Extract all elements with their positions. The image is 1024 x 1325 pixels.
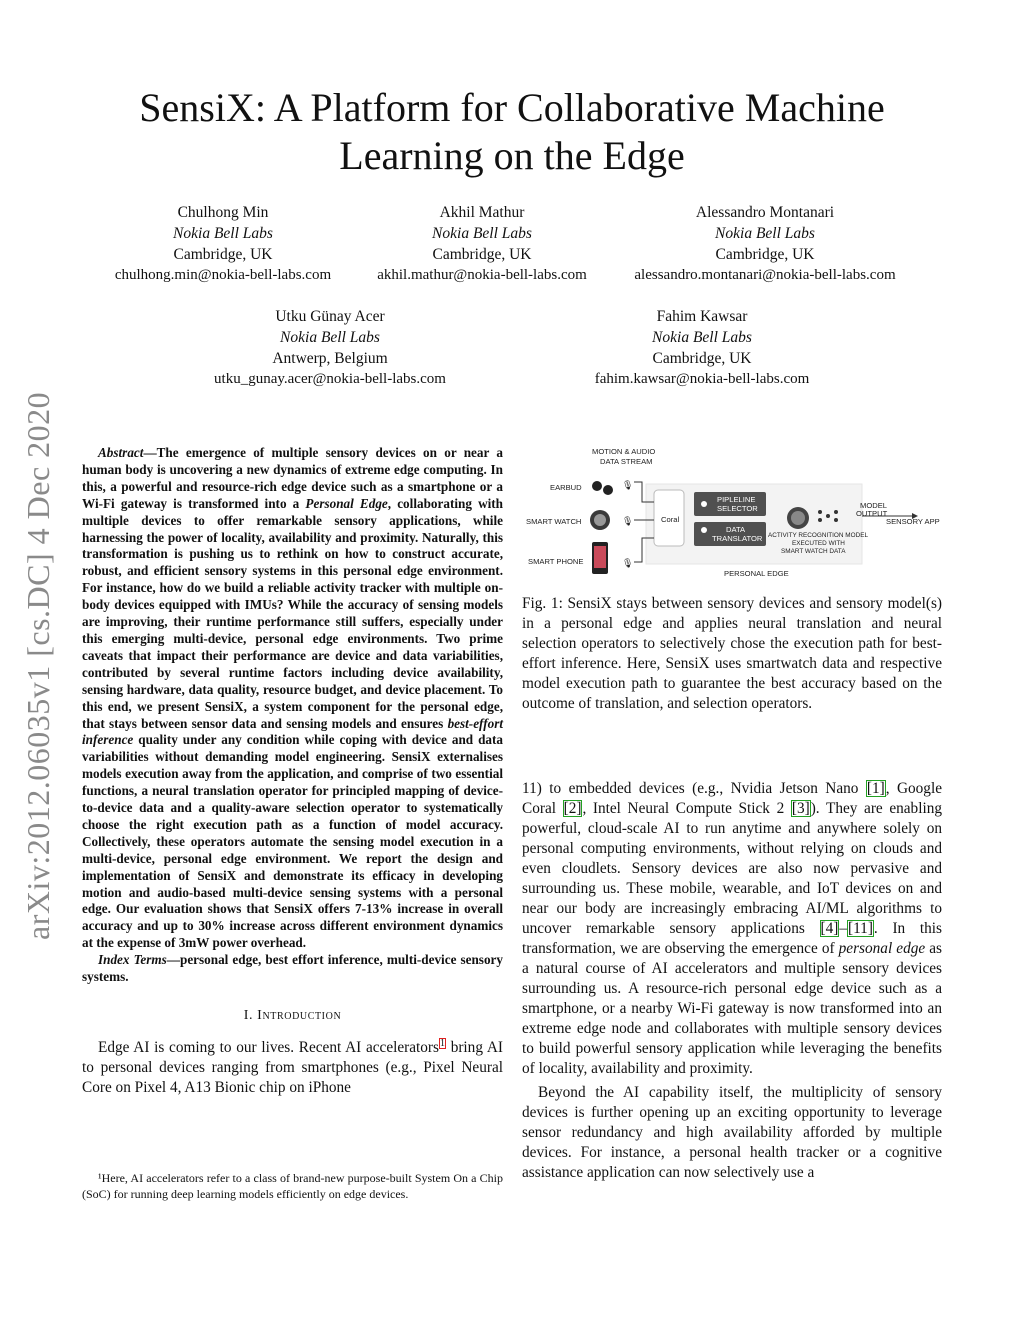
arxiv-identifier: arXiv:2012.06035v1 [cs.DC] 4 Dec 2020 <box>20 391 56 940</box>
citation-link[interactable]: [3] <box>791 800 810 817</box>
author-email: chulhong.min@nokia-bell-labs.com <box>114 267 332 283</box>
author-block <box>612 202 918 286</box>
footnote: ¹Here, AI accelerators refer to a class of brand-new purpose-built System On a Chip (SoC) for running deep learning models efficiently on edge devices. <box>82 1171 503 1201</box>
activity-label: SMART WATCH DATA <box>781 548 846 555</box>
mic-icon: 🎙 <box>622 516 634 526</box>
body-paragraph <box>522 779 942 1079</box>
abstract-emphasis: Personal Edge <box>305 495 388 511</box>
author-location: Cambridge, UK <box>715 246 815 263</box>
author-affiliation: Nokia Bell Labs <box>715 225 815 242</box>
mic-icon: 🎙 <box>622 480 634 490</box>
mic-icon: 🎙 <box>622 558 634 568</box>
author-name: Chulhong Min <box>177 204 269 221</box>
author-email: alessandro.montanari@nokia-bell-labs.com <box>634 267 896 283</box>
stream-label: DATA STREAM <box>600 457 653 466</box>
gear-icon <box>701 527 707 533</box>
earbud-label: EARBUD <box>550 483 582 492</box>
earbud-icon <box>592 481 602 491</box>
index-terms-text: —personal edge, best effort inference, multi-device sensory systems. <box>82 952 503 985</box>
body-paragraph: Beyond the AI capability itself, the multiplicity of sensory devices is further opening up an exciting opportunity to leverage sensor redundancy and high availability afforded by multiple devices. For instance, a personal health tracker or a cognitive assistance application can now selectively use a <box>522 1084 942 1181</box>
author-block <box>572 306 832 390</box>
stream-label: MOTION & AUDIO <box>592 447 656 456</box>
body-emphasis: personal edge <box>838 940 926 957</box>
citation-link[interactable]: [4] <box>820 920 839 937</box>
author-name: Utku Günay Acer <box>275 308 385 325</box>
intro-text: Edge AI is coming to our lives. Recent AI accelerators <box>98 1039 439 1057</box>
neural-node-icon <box>826 514 830 518</box>
paper-title: SensiX: A Platform for Collaborative Machine Learning on the Edge <box>139 85 885 178</box>
author-affiliation: Nokia Bell Labs <box>432 225 532 242</box>
author-location: Cambridge, UK <box>432 246 532 263</box>
model-output-label: OUTPUT <box>856 509 888 518</box>
pipeline-selector-label: SELECTOR <box>717 504 758 513</box>
author-email: utku_gunay.acer@nokia-bell-labs.com <box>214 371 446 387</box>
smartwatch-label: SMART WATCH <box>526 517 582 526</box>
author-email: akhil.mathur@nokia-bell-labs.com <box>377 267 587 283</box>
model-output-label: MODEL <box>860 501 888 510</box>
abstract-label: Abstract <box>98 445 144 460</box>
figure-diagram <box>522 442 942 590</box>
author-name: Alessandro Montanari <box>695 204 835 221</box>
data-translator-label: DATA <box>726 525 746 534</box>
body-text: as a natural course of AI accelerators and multiple sensory devices surrounding us. A resource-rich personal edge device such as a smartphone, or a nearby Wi-Fi gateway is now transformed into an extreme edge node and collaborates with multiple sensory devices to build powerful sensory application while leveraging the benefits of locality, availability and proximity. <box>522 940 942 1077</box>
intro-text: bring AI to personal devices ranging from smartphones (e.g., Pixel Neural Core on Pixel 4, A13 Bionic chip on iPhone <box>82 1039 503 1097</box>
sensory-app-label: SENSORY APP <box>886 517 940 526</box>
earbud-icon <box>603 485 613 495</box>
body-text: ). They are enabling powerful, cloud-scale AI to run anytime and anywhere solely on personal computing environments, without relying on clouds and even cloudlets. Sensory devices are also now pervasive and surrounding us. These mobile, wearable, and IoT devices on and near our body are increasingly embracing AI/ML algorithms to uncover remarkable sensory applications <box>522 800 942 937</box>
smartphone-label: SMART PHONE <box>528 557 584 566</box>
author-name: Fahim Kawsar <box>656 308 748 325</box>
abstract-text: quality under any condition while coping with device and data variabilities without demanding model engineering. SensiX externalises models execution away from the application, and comprise of two essential functions, a neural translation operator for principled mapping of device-to-device data and a quality-aware selection operator to systematically choose the right execution path as a function of model accuracy. Collectively, these operators automate the sensing model execution in a multi-device, personal edge environment. We report the design and implementation of SensiX and demonstrate its efficacy in developing motion and audio-based multi-device sensing systems with a personal edge. Our evaluation shows that SensiX offers 7-13% increase in overall accuracy and up to 30% increase across different environment dynamics at the expense of 3mW power overhead. <box>82 732 503 951</box>
figure-caption: Fig. 1: SensiX stays between sensory devices and sensory model(s) in a personal edge and applies neural translation and neural selection operators to selectively chose the execution path for best-effort inference. Here, SensiX uses smartwatch data and respective model execution path to guarantee the best accuracy based on the outcome of translation, and selection operators. <box>522 595 942 712</box>
citation-link[interactable]: [2] <box>563 800 582 817</box>
pipeline-selector-label: PIPLELINE <box>717 495 756 504</box>
index-terms <box>82 952 503 986</box>
personal-edge-label: PERSONAL EDGE <box>724 569 789 578</box>
author-affiliation: Nokia Bell Labs <box>173 225 273 242</box>
abstract-text: , collaborating with multiple devices to offer remarkable sensory applications, while harnessing the power of locality, availability and proximity. Naturally, this transformation is pushing us to rethink on how to construct accurate, robust, and efficient sensory systems in this personal edge environment. For instance, how do we build a reliable activity tracker with multiple on-body devices equipped with IMUs? While the accuracy of sensing models are improving, their runtime performance still suffers, especially under this emerging multi-device, personal edge environments. Two prime caveats that impact their performance are device and data variabilities, contributed by several runtime factors including device availability, sensing hardware, data quality, resource budget, and device placement. To this end, we present SensiX, a system component for the personal edge, that stays between sensor data and sensing models and ensures <box>82 495 503 731</box>
settings-icon <box>701 501 707 507</box>
body-text: . In this transformation, we are observing the emergence of <box>522 920 942 957</box>
author-block <box>360 202 604 286</box>
right-column <box>522 779 942 1183</box>
activity-label: EXECUTED WITH <box>792 540 845 547</box>
watch-face-icon <box>791 511 805 525</box>
phone-screen-icon <box>594 546 606 568</box>
coral-label: Coral <box>661 515 680 524</box>
watch-face-icon <box>594 514 606 526</box>
author-location: Antwerp, Belgium <box>272 350 388 367</box>
author-block <box>98 202 348 286</box>
body-text: – <box>839 920 847 937</box>
index-terms-label: Index Terms <box>98 952 167 968</box>
abstract-emphasis: best-effort inference <box>82 715 503 748</box>
abstract-text: —The emergence of multiple sensory devices on or near a human body is uncovering a new dynamics of extreme edge computing. In this, a powerful and resource-rich edge device such as a smartphone or a Wi-Fi gateway is transformed into a <box>82 445 503 511</box>
author-affiliation: Nokia Bell Labs <box>652 329 752 346</box>
activity-label: ACTIVITY RECOGNITION MODEL <box>768 532 869 539</box>
author-name: Akhil Mathur <box>439 204 525 221</box>
body-text: , Intel Neural Compute Stick 2 <box>582 800 791 817</box>
citation-link[interactable]: [1] <box>866 780 885 797</box>
footnote-link[interactable]: 1 <box>439 1038 445 1049</box>
intro-paragraph <box>82 1034 503 1098</box>
left-column <box>82 445 503 1098</box>
citation-link[interactable]: [11] <box>848 920 873 937</box>
data-translator-label: TRANSLATOR <box>712 534 763 543</box>
abstract <box>82 445 503 952</box>
author-location: Cambridge, UK <box>652 350 752 367</box>
author-affiliation: Nokia Bell Labs <box>280 329 380 346</box>
figure-1 <box>522 442 942 590</box>
neural-node-icon <box>834 518 838 522</box>
neural-node-icon <box>818 518 822 522</box>
section-heading: I. Introduction <box>243 1008 342 1023</box>
neural-node-icon <box>818 510 822 514</box>
author-block <box>196 306 464 390</box>
neural-node-icon <box>834 510 838 514</box>
author-location: Cambridge, UK <box>173 246 273 263</box>
body-text: 11) to embedded devices (e.g., Nvidia Jetson Nano <box>522 780 866 797</box>
body-text: , Google Coral <box>522 780 942 817</box>
author-email: fahim.kawsar@nokia-bell-labs.com <box>594 371 810 387</box>
